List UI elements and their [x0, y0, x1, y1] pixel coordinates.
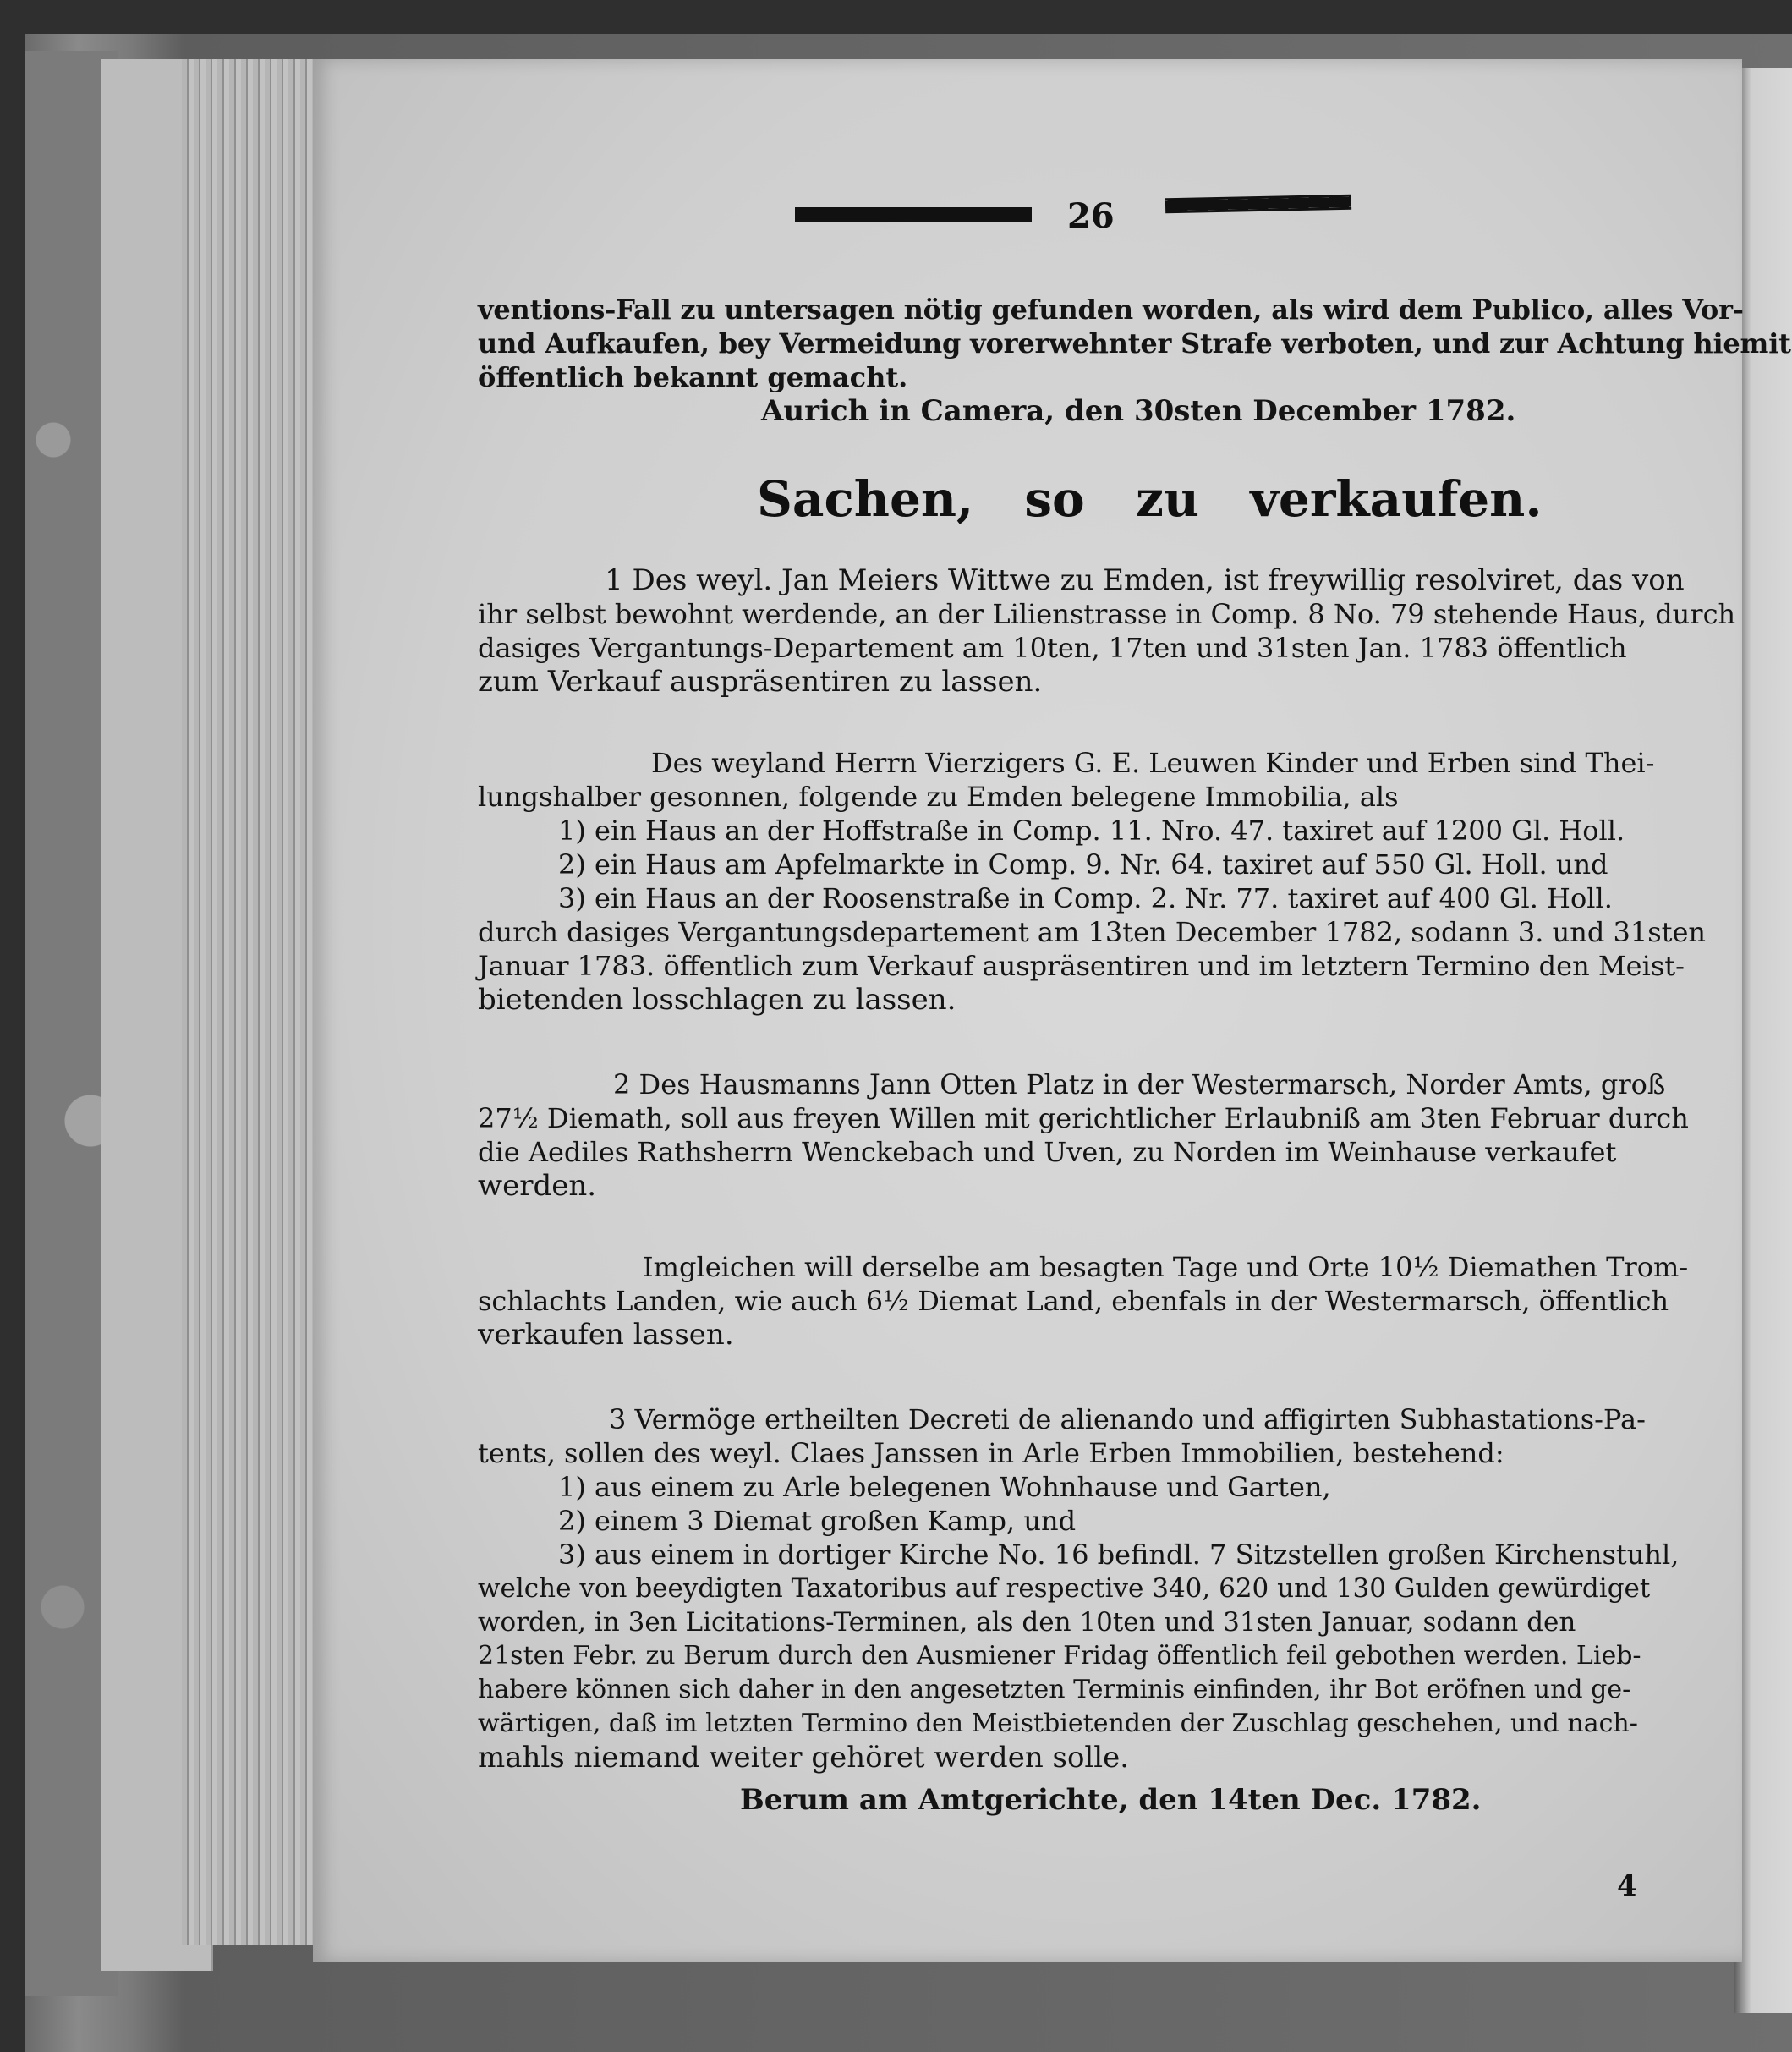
text-line: habere können sich daher in den angesetzten Terminis einfinden, ihr Bot eröfnen und ge-	[478, 1675, 1631, 1704]
text-line: tents, sollen des weyl. Claes Janssen in Arle Erben Immobilien, bestehend:	[478, 1437, 1504, 1469]
list-item: 1) aus einem zu Arle belegenen Wohnhause und Garten,	[558, 1471, 1331, 1503]
text-line: 3 Vermöge ertheilten Decreti de alienando und affigirten Subhastations-Pa-	[609, 1403, 1646, 1435]
list-item: 3) aus einem in dortiger Kirche No. 16 befindl. 7 Sitzstellen großen Kirchenstuhl,	[558, 1539, 1680, 1571]
text-line: wärtigen, daß im letzten Termino den Meistbietenden der Zuschlag geschehen, und nach-	[478, 1709, 1638, 1738]
text-line: schlachts Landen, wie auch 6½ Diemat Land, ebenfals in der Westermarsch, öffentlich	[478, 1285, 1669, 1317]
text-line: und Aufkaufen, bey Vermeidung vorerwehnter Strafe verboten, und zur Achtung hiemit	[478, 327, 1791, 359]
text-line: lungshalber gesonnen, folgende zu Emden belegene Immobilia, als	[478, 781, 1399, 813]
text-line: welche von beeydigten Taxatoribus auf respective 340, 620 und 130 Gulden gewürdiget	[478, 1573, 1651, 1604]
list-item: 2) einem 3 Diemat großen Kamp, und	[558, 1505, 1077, 1537]
section-heading: Sachen, so zu verkaufen.	[757, 470, 1543, 528]
page-number: 26	[1067, 196, 1115, 236]
text-line: verkaufen lassen.	[478, 1318, 734, 1352]
text-line: 27½ Diemath, soll aus freyen Willen mit gerichtlicher Erlaubniß am 3ten Februar durch	[478, 1102, 1689, 1134]
text-line: Imgleichen will derselbe am besagten Tage und Orte 10½ Diemathen Trom-	[643, 1251, 1689, 1283]
list-item: 1) ein Haus an der Hoffstraße in Comp. 11. Nro. 47. taxiret auf 1200 Gl. Holl.	[558, 815, 1625, 847]
text-line: bietenden losschlagen zu lassen.	[478, 983, 956, 1017]
text-line: mahls niemand weiter gehöret werden solle.	[478, 1741, 1130, 1775]
text-line: zum Verkauf auspräsentiren zu lassen.	[478, 665, 1043, 699]
header-rule-left	[795, 207, 1032, 222]
text-line: worden, in 3en Licitations-Terminen, als den 10ten und 31sten Januar, sodann den	[478, 1607, 1576, 1638]
text-line: dasiges Vergantungs-Departement am 10ten, 17ten und 31sten Jan. 1783 öffentlich	[478, 632, 1627, 664]
text-line: werden.	[478, 1169, 597, 1203]
dateline: Aurich in Camera, den 30sten December 1782.	[761, 394, 1516, 428]
signature-mark: 4	[1617, 1869, 1637, 1903]
text-line: ihr selbst bewohnt werdende, an der Lilienstrasse in Comp. 8 No. 79 stehende Haus, durch	[478, 598, 1736, 630]
text-line: 21sten Febr. zu Berum durch den Ausmiener Fridag öffentlich feil gebothen werden. Lieb-	[478, 1641, 1641, 1671]
dateline: Berum am Amtgerichte, den 14ten Dec. 1782.	[740, 1783, 1482, 1817]
text-line: Des weyland Herrn Vierzigers G. E. Leuwen Kinder und Erben sind Thei-	[651, 747, 1655, 779]
text-line: öffentlich bekannt gemacht.	[478, 361, 908, 393]
text-line: durch dasiges Vergantungsdepartement am 13ten December 1782, sodann 3. und 31sten	[478, 916, 1707, 948]
text-line: Januar 1783. öffentlich zum Verkauf auspräsentiren und im letztern Termino den Meist-	[478, 950, 1685, 982]
text-line: 2 Des Hausmanns Jann Otten Platz in der Westermarsch, Norder Amts, groß	[613, 1068, 1666, 1100]
text-line: die Aediles Rathsherrn Wenckebach und Uven, zu Norden im Weinhause verkaufet	[478, 1136, 1617, 1168]
text-line: 1 Des weyl. Jan Meiers Wittwe zu Emden, ist freywillig resolviret, das von	[605, 563, 1685, 597]
list-item: 2) ein Haus am Apfelmarkte in Comp. 9. Nr. 64. taxiret auf 550 Gl. Holl. und	[558, 848, 1608, 881]
list-item: 3) ein Haus an der Roosenstraße in Comp. 2. Nr. 77. taxiret auf 400 Gl. Holl.	[558, 882, 1613, 914]
page-stack-edges	[182, 59, 321, 1945]
text-line: ventions-Fall zu untersagen nötig gefunden worden, als wird dem Publico, alles Vor-	[478, 294, 1744, 326]
